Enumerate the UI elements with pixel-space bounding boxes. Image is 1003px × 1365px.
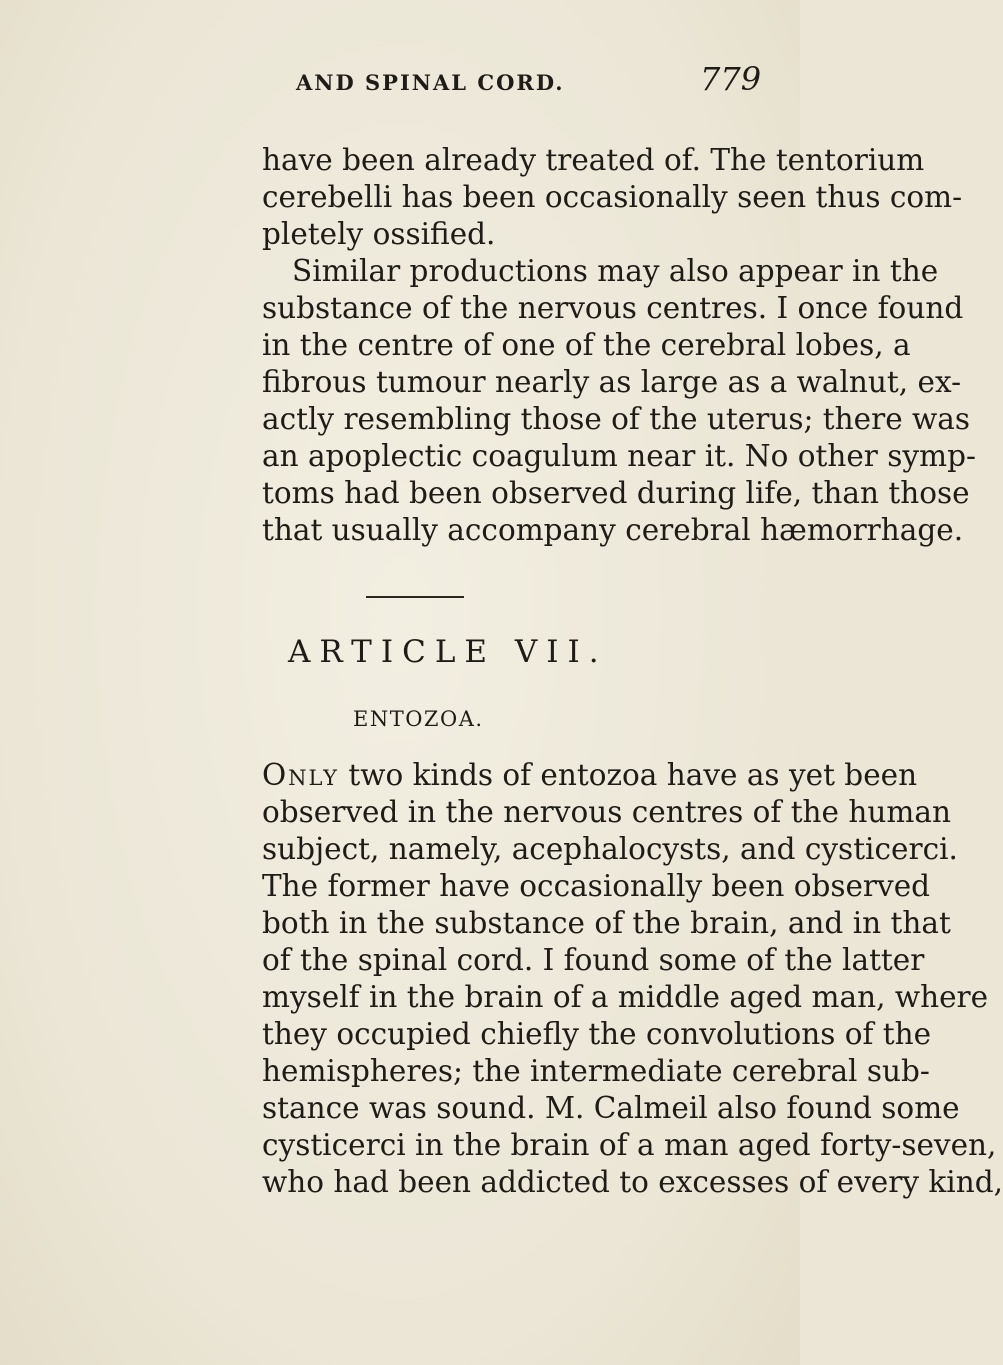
first-line-text: two kinds of entozoa have as yet been (339, 758, 918, 792)
paragraph-line: subject, namely, acephalocysts, and cysticerci. (262, 832, 958, 866)
paragraph-line: fibrous tumour nearly as large as a walnut, ex- (262, 365, 962, 399)
paragraph-line: actly resembling those of the uterus; there was (262, 402, 971, 436)
paragraph-line: cerebelli has been occasionally seen thus com- (262, 180, 963, 214)
paragraph-line: that usually accompany cerebral hæmorrhage. (262, 513, 964, 547)
paragraph-line: Similar productions may also appear in the (292, 254, 939, 288)
running-head: AND SPINAL CORD. (296, 70, 565, 95)
paragraph-line: cysticerci in the brain of a man aged forty-seven, (262, 1128, 997, 1162)
paragraph-line: myself in the brain of a middle aged man, where (262, 980, 989, 1014)
article-heading: ARTICLE VII. (288, 634, 608, 670)
paragraph-line: substance of the nervous centres. I once found (262, 291, 964, 325)
article-subheading: ENTOZOA. (353, 707, 484, 731)
paragraph-line: who had been addicted to excesses of every kind, (262, 1165, 1003, 1199)
paragraph-line: have been already treated of. The tentorium (262, 143, 925, 177)
paragraph-line: they occupied chiefly the convolutions of the (262, 1017, 932, 1051)
section-divider (366, 596, 464, 598)
paragraph-line: observed in the nervous centres of the human (262, 795, 951, 829)
paragraph-line: an apoplectic coagulum near it. No other symp- (262, 439, 976, 473)
page-number: 779 (700, 60, 762, 98)
paragraph-line: pletely ossified. (262, 217, 496, 251)
paragraph-line: hemispheres; the intermediate cerebral sub- (262, 1054, 930, 1088)
paragraph-line: stance was sound. M. Calmeil also found some (262, 1091, 960, 1125)
paragraph-line: toms had been observed during life, than those (262, 476, 970, 510)
paragraph-line: in the centre of one of the cerebral lobes, a (262, 328, 911, 362)
paragraph-first-line (262, 758, 918, 792)
paragraph-line: of the spinal cord. I found some of the latter (262, 943, 925, 977)
paragraph-line: both in the substance of the brain, and in that (262, 906, 951, 940)
paragraph-line: The former have occasionally been observed (262, 869, 931, 903)
drop-word: Only (262, 758, 340, 792)
